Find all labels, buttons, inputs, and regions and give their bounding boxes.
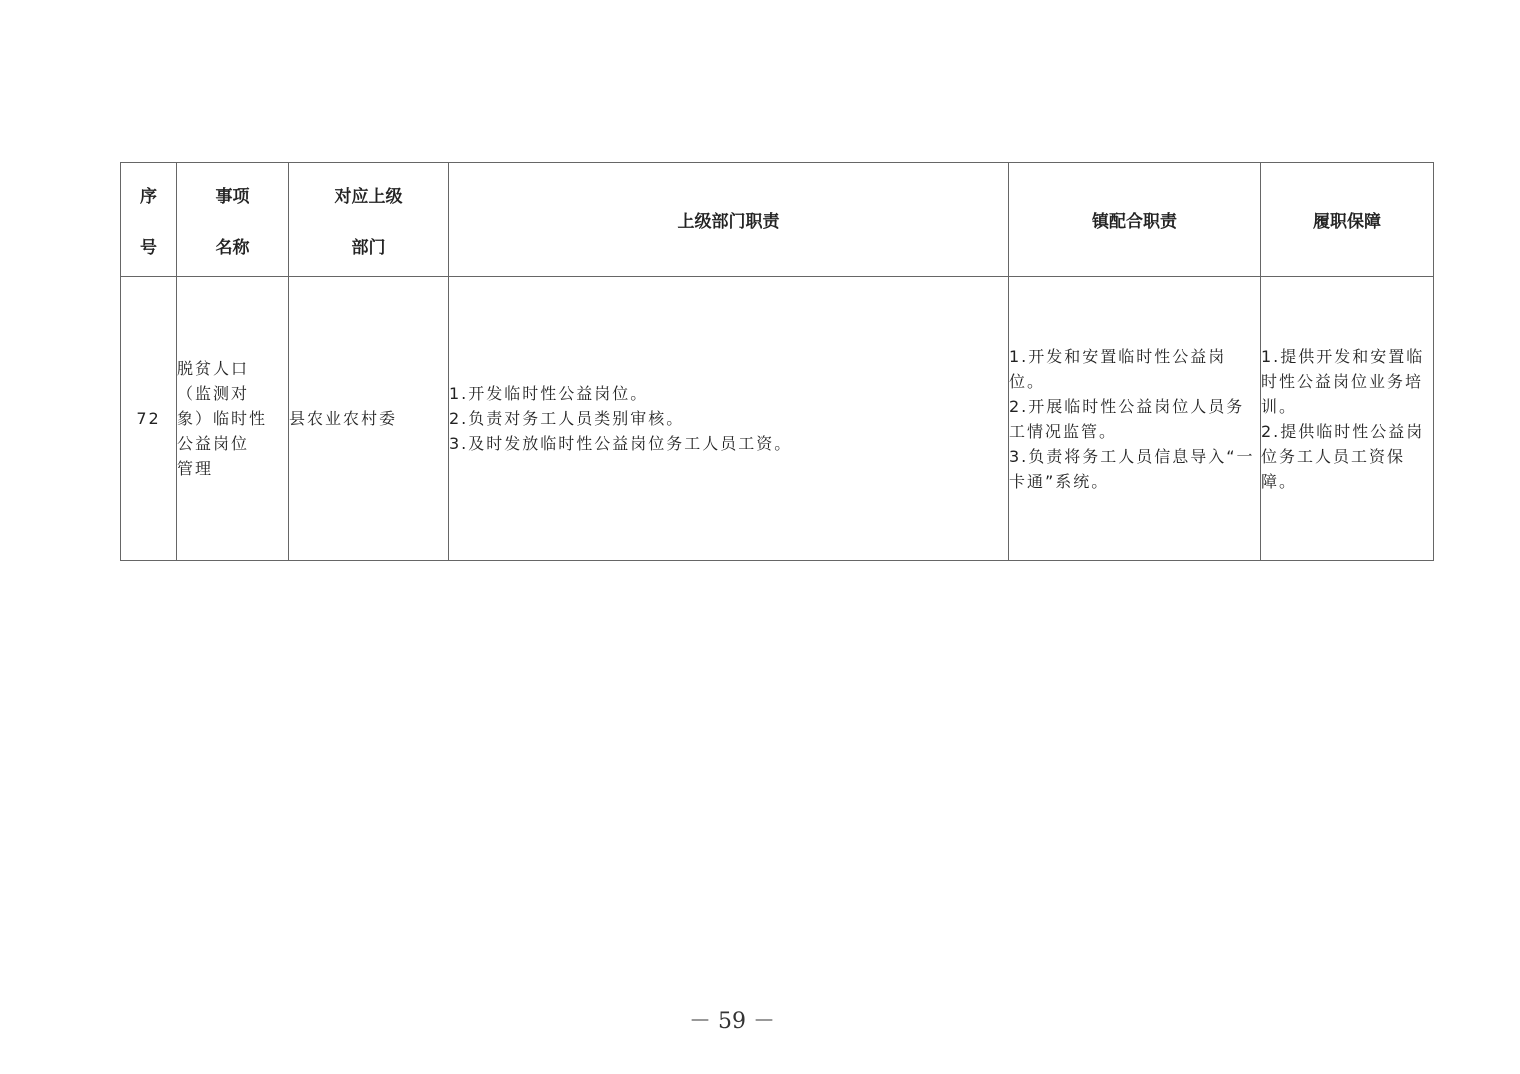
- header-row: [121, 163, 1434, 277]
- header-seq: [121, 163, 177, 277]
- row-item-name: [177, 277, 289, 561]
- item-name-line: 脱贫人口: [177, 359, 250, 378]
- header-seq-line-2: 号: [140, 237, 157, 258]
- town-duty-item: 1.开发和安置临时性公益岗位。: [1009, 346, 1227, 391]
- header-dept: [289, 163, 449, 277]
- upper-duty-item: 2.负责对务工人员类别审核。: [449, 409, 685, 428]
- header-guarantee: 履职保障: [1261, 163, 1434, 277]
- page-number: － 59 －: [689, 1009, 775, 1034]
- item-name-line: 公益岗位: [177, 434, 250, 453]
- header-item-line-2: 名称: [215, 237, 250, 258]
- guarantee-item: 2.提供临时性公益岗位务工人员工资保障。: [1261, 421, 1425, 491]
- row-town-duty: [1009, 277, 1261, 561]
- upper-duty-item: 1.开发临时性公益岗位。: [449, 384, 649, 403]
- town-duty-item: 3.负责将务工人员信息导入“一卡通”系统。: [1009, 446, 1255, 491]
- header-dept-line-2: 部门: [351, 237, 386, 258]
- header-item-line-1: 事项: [215, 186, 250, 207]
- item-name-line: （监测对: [177, 384, 250, 403]
- row-seq: 72: [121, 277, 177, 561]
- item-name-line: 象）临时性: [177, 409, 268, 428]
- duty-table: [120, 162, 1434, 561]
- header-town-duty: 镇配合职责: [1009, 163, 1261, 277]
- item-name-line: 管理: [177, 459, 214, 478]
- row-upper-duty: [449, 277, 1009, 561]
- header-seq-line-1: 序: [140, 186, 157, 207]
- town-duty-item: 2.开展临时性公益岗位人员务工情况监管。: [1009, 396, 1245, 441]
- header-dept-line-1: 对应上级: [334, 186, 403, 207]
- table-row: [121, 277, 1434, 561]
- guarantee-item: 1.提供开发和安置临时性公益岗位业务培训。: [1261, 346, 1425, 416]
- upper-duty-item: 3.及时发放临时性公益岗位务工人员工资。: [449, 434, 793, 453]
- row-guarantee: [1261, 277, 1434, 561]
- header-item-name: [177, 163, 289, 277]
- header-upper-duty: 上级部门职责: [449, 163, 1009, 277]
- row-dept: 县农业农村委: [289, 277, 449, 561]
